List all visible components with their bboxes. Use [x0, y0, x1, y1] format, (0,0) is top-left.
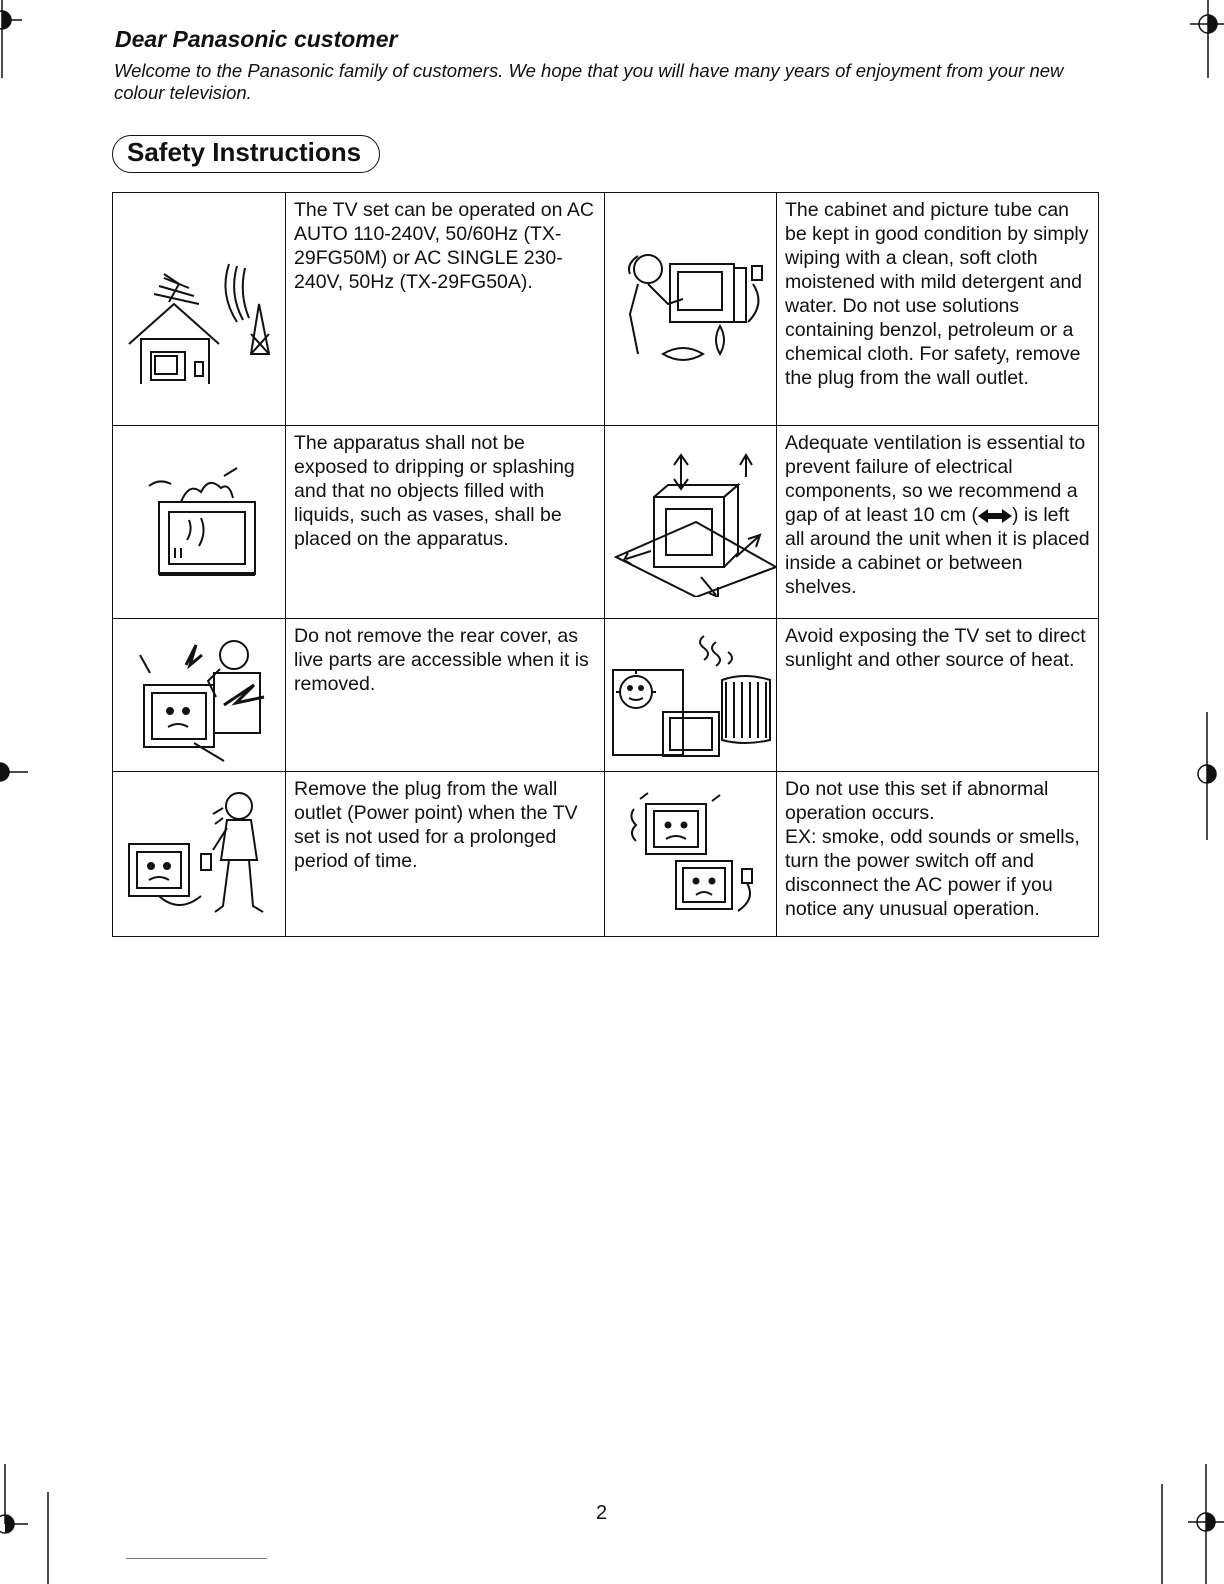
tv-antenna-house-icon	[119, 234, 279, 384]
instruction-text: Remove the plug from the wall outlet (Power point) when the TV set is not used for a prolonged period of time.	[286, 772, 605, 936]
greeting-text: Welcome to the Panasonic family of customers. We hope that you will have many years of enjoyment from your new colour television.	[114, 60, 1064, 103]
safety-instructions-table	[112, 192, 1099, 937]
instruction-text-part: Adequate ventilation is essential to prevent failure of electrical components, so we recommend a gap of at least 10 cm (	[785, 432, 1086, 526]
page-number: 2	[596, 1502, 608, 1524]
instruction-text-line: Do not use this set if abnormal operation occurs.	[785, 778, 1049, 824]
instruction-illustration	[605, 772, 777, 936]
instruction-illustration	[605, 619, 777, 772]
instruction-text: The apparatus shall not be exposed to dripping or splashing and that no objects filled with liquids, such as vases, shall be placed on the apparatus.	[286, 426, 605, 619]
instruction-text: The TV set can be operated on AC AUTO 110-240V, 50/60Hz (TX-29FG50M) or AC SINGLE 230-240V, 50Hz (TX-29FG50A).	[286, 193, 605, 426]
tv-electric-shock-icon	[124, 625, 274, 765]
instruction-illustration	[113, 619, 286, 772]
instruction-illustration	[113, 193, 286, 426]
tv-unplug-icon	[119, 784, 279, 924]
tv-smoke-abnormal-icon	[616, 789, 766, 919]
section-title: Safety Instructions	[127, 137, 362, 167]
registration-mark-icon	[0, 752, 34, 792]
registration-mark-icon	[1186, 0, 1224, 80]
tv-water-splash-icon	[129, 462, 269, 582]
double-arrow-icon	[978, 509, 1012, 523]
tv-cleaning-icon	[608, 244, 773, 374]
instruction-text: The cabinet and picture tube can be kept in good condition by simply wiping with a clean, soft cloth moistened with mild detergent and water. Do not use solutions containing benzol, petroleum or a chemical cloth. For safety, remove the plug from the wall outlet.	[777, 193, 1098, 426]
registration-mark-icon	[1190, 712, 1224, 842]
instruction-text	[777, 772, 1098, 936]
instruction-text	[777, 426, 1098, 619]
instruction-illustration	[605, 426, 777, 619]
instruction-illustration	[113, 772, 286, 936]
instruction-text-part: ) is left all around the unit when it is placed inside a cabinet or between shelves.	[785, 504, 1090, 598]
registration-mark-icon	[0, 1464, 60, 1584]
footer-rule	[126, 1558, 267, 1559]
registration-mark-icon	[1150, 1464, 1224, 1584]
instruction-text-line: EX: smoke, odd sounds or smells, turn the power switch off and disconnect the AC power if you notice any unusual operation.	[785, 826, 1080, 920]
instruction-text: Avoid exposing the TV set to direct sunlight and other source of heat.	[777, 619, 1098, 772]
tv-ventilation-icon	[606, 447, 776, 597]
instruction-text: Do not remove the rear cover, as live parts are accessible when it is removed.	[286, 619, 605, 772]
greeting-title: Dear Panasonic customer	[115, 26, 398, 52]
instruction-illustration	[605, 193, 777, 426]
instruction-illustration	[113, 426, 286, 619]
tv-sun-heater-icon	[608, 630, 773, 760]
registration-mark-icon	[0, 0, 30, 80]
